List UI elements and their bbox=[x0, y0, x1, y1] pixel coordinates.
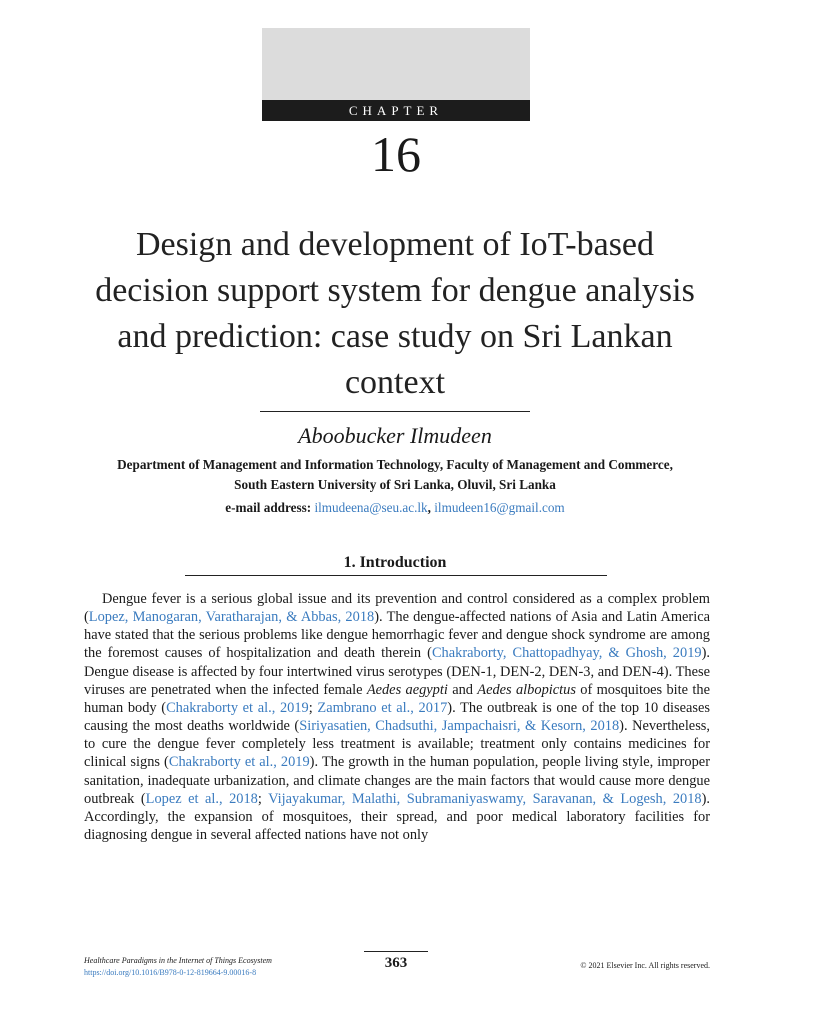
section-divider bbox=[185, 575, 607, 576]
paragraph-text: ). The outbreak is one of the top 10 diseases causing the most deaths worldwide ( bbox=[84, 699, 710, 735]
introduction-paragraph bbox=[84, 590, 710, 844]
chapter-header-box bbox=[262, 28, 530, 100]
paragraph-text: ; bbox=[257, 790, 269, 807]
email-link-2[interactable]: ilmudeen16@gmail.com bbox=[434, 500, 565, 515]
page-number: 363 bbox=[384, 955, 408, 971]
footer-source bbox=[84, 955, 364, 979]
footer-divider bbox=[364, 951, 428, 952]
author-name: Aboobucker Ilmudeen bbox=[298, 423, 492, 448]
paragraph-text: ; bbox=[308, 699, 318, 716]
title-divider bbox=[260, 411, 530, 412]
citation-link[interactable]: Chakraborty et al., 2019 bbox=[166, 699, 309, 716]
citation-link[interactable]: Vijayakumar, Malathi, Subramaniyaswamy, Saravanan, & Logesh, 2018 bbox=[268, 790, 702, 807]
citation-link[interactable]: Chakraborty, Chattopadhyay, & Ghosh, 2019 bbox=[431, 645, 702, 662]
paragraph-text: ). Accordingly, the expansion of mosquitoes, their spread, and poor medical laboratory facilities for diagnosing dengue in several affected nations have not only bbox=[84, 790, 710, 844]
paragraph-text: and bbox=[447, 681, 478, 698]
email-line bbox=[100, 498, 690, 518]
citation-link[interactable]: Siriyasatien, Chadsuthi, Jampachaisri, & Kesorn, 2018 bbox=[299, 718, 620, 735]
email-prefix: e-mail address: bbox=[225, 500, 315, 515]
email-link-1[interactable]: ilmudeena@seu.ac.lk bbox=[314, 500, 428, 515]
species-name: Aedes aegypti bbox=[366, 681, 448, 698]
paragraph-text: ). Nevertheless, to cure the dengue fever completely less treatment is available; treatment only contains medicines for clinical signs ( bbox=[84, 718, 710, 771]
doi-link[interactable]: https://doi.org/10.1016/B978-0-12-819664-9.00016-8 bbox=[84, 968, 257, 977]
chapter-label: CHAPTER bbox=[262, 100, 530, 121]
chapter-title: Design and development of IoT-based decision support system for dengue analysis and prediction: case study on Sri Lankan context bbox=[95, 226, 695, 401]
book-title: Healthcare Paradigms in the Internet of Things Ecosystem bbox=[84, 956, 272, 965]
email-separator: , bbox=[427, 500, 435, 515]
citation-link[interactable]: Chakraborty et al., 2019 bbox=[168, 754, 310, 771]
copyright-notice: © 2021 Elsevier Inc. All rights reserved. bbox=[580, 961, 710, 970]
chapter-number: 16 bbox=[371, 126, 421, 182]
citation-link[interactable]: Zambrano et al., 2017 bbox=[317, 699, 448, 716]
author-affiliation: Department of Management and Information Technology, Faculty of Management and Commerce, South Eastern University of Sri Lanka, Oluvil, Sri Lanka bbox=[117, 457, 673, 492]
paragraph-text: of mosquitoes bite the human body ( bbox=[84, 681, 710, 716]
paragraph-text: ). Dengue disease is affected by four intertwined virus serotypes (DEN-1, DEN-2, DEN-3, and DEN-4). These viruses are penetrated when the infected female bbox=[84, 645, 710, 698]
species-name: Aedes albopictus bbox=[477, 681, 576, 698]
citation-link[interactable]: Lopez, Manogaran, Varatharajan, & Abbas, 2018 bbox=[88, 609, 375, 626]
paragraph-text: ). The dengue-affected nations of Asia and Latin America have stated that the serious problems like dengue hemorrhagic fever and dengue shock syndrome are among the foremost causes of hospitalization and death therein ( bbox=[84, 609, 710, 662]
section-heading: 1. Introduction bbox=[343, 554, 447, 571]
paragraph-text: Dengue fever is a serious global issue and its prevention and control considered as a complex problem ( bbox=[84, 591, 710, 626]
paragraph-text: ). The growth in the human population, people living style, improper sanitation, inadequate urbanization, and climate changes are the main factors that would cause more dengue outbreak ( bbox=[84, 754, 710, 807]
citation-link[interactable]: Lopez et al., 2018 bbox=[145, 790, 258, 807]
